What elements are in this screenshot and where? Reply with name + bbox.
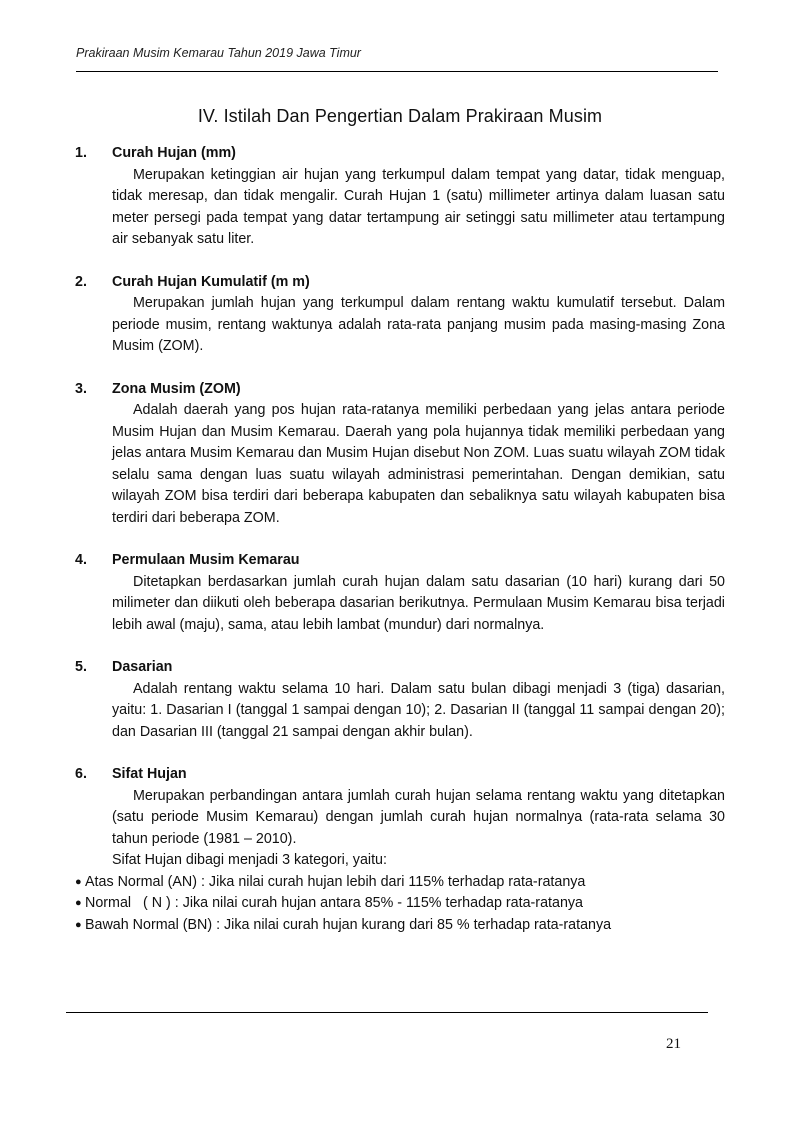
section-heading: [75, 272, 725, 294]
section-title: Curah Hujan Kumulatif (m m): [112, 273, 310, 290]
section-heading: [75, 550, 725, 572]
document-body: [75, 143, 725, 957]
section-heading: [75, 143, 725, 165]
bullet-icon: ●: [75, 918, 82, 931]
section-text: Ditetapkan berdasarkan jumlah curah hujan dalam satu dasarian (10 hari) kurang dari 50 milimeter dan diikuti oleh beberapa dasarian berikutnya. Permulaan Musim Kemarau bisa terjadi lebih awal (maju), sama, atau lebih lambat (mundur) dari normalnya.: [112, 573, 725, 633]
section-number: 1.: [75, 145, 87, 161]
section-text: Merupakan jumlah hujan yang terkumpul dalam rentang waktu kumulatif tersebut. Dalam periode musim, rentang waktunya adalah rata-rata panjang musim pada masing-masing Zona Musim (ZOM).: [112, 295, 725, 354]
list-item-text: Normal ( N ) : Jika nilai curah hujan antara 85% - 115% terhadap rata-ratanya: [85, 895, 583, 911]
running-header: Prakiraan Musim Kemarau Tahun 2019 Jawa Timur: [76, 46, 361, 60]
header-rule: [76, 71, 718, 72]
section-text: Adalah rentang waktu selama 10 hari. Dalam satu bulan dibagi menjadi 3 (tiga) dasarian, yaitu: 1. Dasarian I (tanggal 1 sampai dengan 10); 2. Dasarian II (tanggal 11 sampai dengan 20); dan Dasarian III (tanggal 21 sampai dengan akhir bulan).: [112, 680, 725, 740]
list-item-text: Bawah Normal (BN) : Jika nilai curah hujan kurang dari 85 % terhadap rata-ratanya: [85, 916, 612, 933]
section-title: Sifat Hujan: [112, 766, 187, 782]
page-number: 21: [666, 1036, 681, 1052]
page-title: IV. Istilah Dan Pengertian Dalam Prakiraan Musim: [197, 106, 603, 127]
section-number: 3.: [75, 380, 87, 397]
section-6: [75, 764, 725, 936]
section-5: [75, 657, 725, 743]
section-number: 6.: [75, 766, 87, 782]
section-1: [75, 143, 725, 251]
section-number: 5.: [75, 659, 87, 675]
bullet-icon: ●: [75, 897, 82, 909]
list-item-text: Atas Normal (AN) : Jika nilai curah hujan lebih dari 115% terhadap rata-ratanya: [85, 873, 586, 890]
section-title: Permulaan Musim Kemarau: [112, 552, 300, 568]
section-heading: [75, 657, 725, 679]
footer-rule: [66, 1012, 708, 1013]
section-heading: [75, 379, 725, 401]
section-4: [75, 550, 725, 636]
section-number: 4.: [75, 552, 87, 568]
category-list: [75, 872, 725, 937]
section-3: [75, 379, 725, 530]
section-number: 2.: [75, 273, 87, 290]
category-intro: Sifat Hujan dibagi menjadi 3 kategori, yaitu:: [112, 852, 387, 868]
section-title: Curah Hujan (mm): [112, 145, 236, 161]
list-item: [75, 872, 725, 894]
section-title: Dasarian: [112, 659, 173, 675]
section-text: Merupakan ketinggian air hujan yang terkumpul dalam tempat yang datar, tidak menguap, tidak meresap, dan tidak mengalir. Curah Hujan 1 (satu) millimeter artinya dalam luasan satu meter persegi pada tempat yang datar tertampung air setinggi satu millimeter atau tertampung air sebanyak satu liter.: [112, 166, 725, 247]
list-item: [75, 915, 725, 937]
list-item: [75, 893, 725, 915]
section-title: Zona Musim (ZOM): [112, 380, 241, 397]
bullet-icon: ●: [75, 875, 82, 888]
section-text: Merupakan perbandingan antara jumlah curah hujan selama rentang waktu yang ditetapkan (satu periode Musim Kemarau) dengan jumlah curah hujan normalnya (rata-rata selama 30 tahun periode (1981 – 2010).: [112, 787, 725, 847]
section-text: Adalah daerah yang pos hujan rata-ratanya memiliki perbedaan yang jelas antara periode Musim Hujan dan Musim Kemarau. Daerah yang pola hujannya tidak memiliki perbedaan yang jelas antara Musim Kemarau dan Musim Hujan disebut Non ZOM. Luas suatu wilayah ZOM tidak selalu sama dengan luas suatu wilayah administrasi pemerintahan. Dengan demikian, satu wilayah ZOM bisa terdiri dari beberapa kabupaten dan sebaliknya satu wilayah kabupaten bisa terdiri dari beberapa ZOM.: [112, 402, 725, 526]
section-heading: [75, 764, 725, 786]
section-2: [75, 272, 725, 358]
